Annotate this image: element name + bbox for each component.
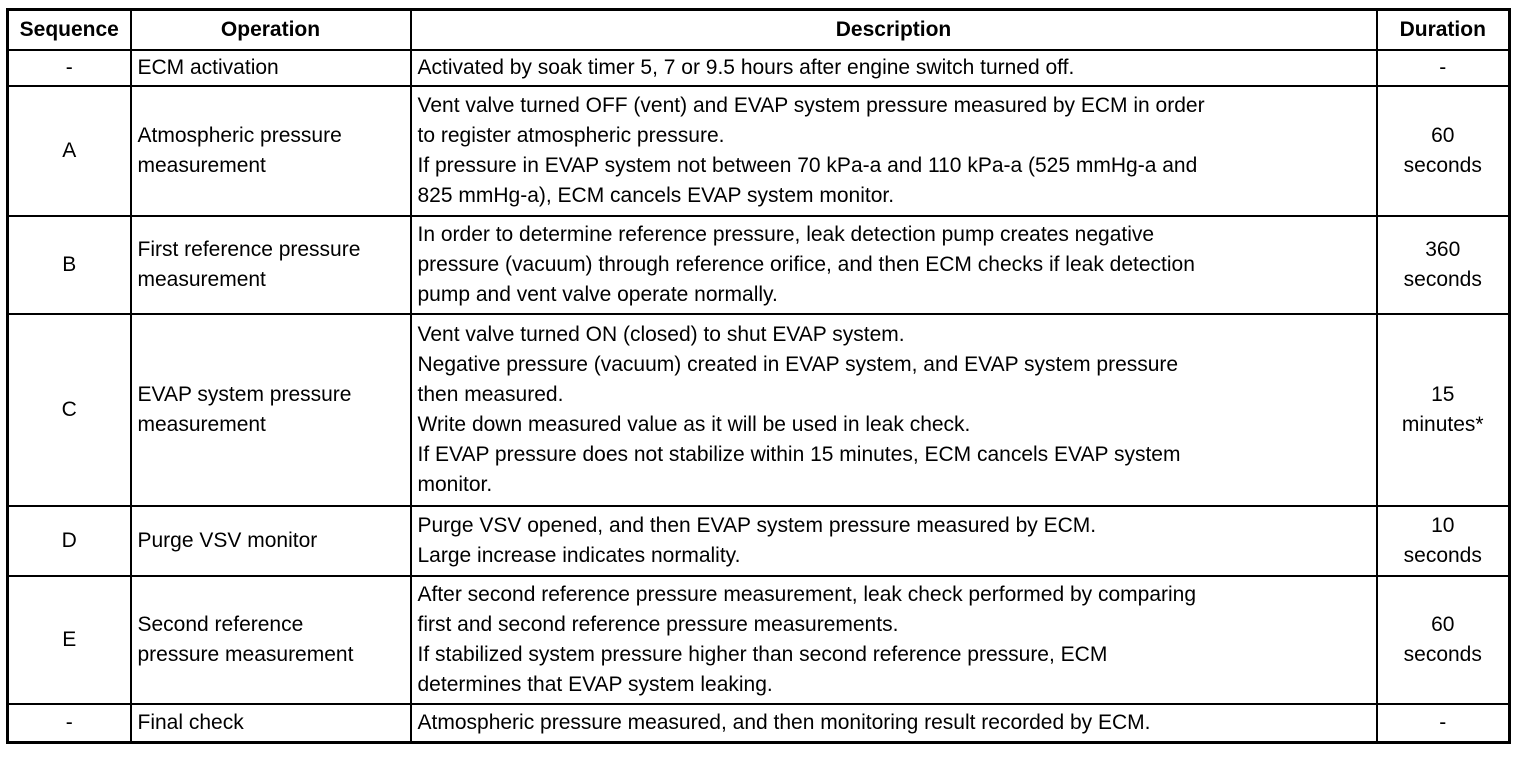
duration-cell <box>1377 576 1510 704</box>
description-cell <box>411 50 1377 86</box>
operation-line: Purge VSV monitor <box>137 529 318 552</box>
table-row <box>8 506 1510 576</box>
description-line: Write down measured value as it will be used in leak check. <box>417 413 971 436</box>
operation-line: First reference pressure <box>137 238 361 261</box>
evap-monitor-sequence-table <box>6 8 1511 744</box>
operation-cell <box>131 506 411 576</box>
duration-cell <box>1377 216 1510 314</box>
table-row <box>8 86 1510 216</box>
description-line: In order to determine reference pressure, leak detection pump creates negative <box>417 223 1155 246</box>
description-line: Vent valve turned ON (closed) to shut EVAP system. <box>417 323 905 346</box>
duration-line: seconds <box>1403 643 1482 666</box>
duration-line: seconds <box>1403 154 1482 177</box>
description-cell <box>411 216 1377 314</box>
description-line: If EVAP pressure does not stabilize within 15 minutes, ECM cancels EVAP system <box>417 443 1181 466</box>
description-line: then measured. <box>417 383 564 406</box>
operation-cell <box>131 576 411 704</box>
description-line: Negative pressure (vacuum) created in EVAP system, and EVAP system pressure <box>417 353 1179 376</box>
sequence-cell: C <box>8 314 131 506</box>
sequence-cell: E <box>8 576 131 704</box>
operation-cell <box>131 216 411 314</box>
description-line: pressure (vacuum) through reference orifice, and then ECM checks if leak detection <box>417 253 1195 276</box>
operation-line: Second reference <box>137 613 304 636</box>
description-line: Large increase indicates normality. <box>417 544 741 567</box>
operation-line: measurement <box>137 268 266 291</box>
table-row <box>8 50 1510 86</box>
operation-line: measurement <box>137 413 266 436</box>
description-cell <box>411 704 1377 743</box>
operation-cell <box>131 314 411 506</box>
duration-line: 10 <box>1431 514 1455 537</box>
description-line: first and second reference pressure measurements. <box>417 613 899 636</box>
duration-cell <box>1377 506 1510 576</box>
sequence-cell: B <box>8 216 131 314</box>
evap-monitor-table-container <box>6 8 1508 744</box>
duration-line: 360 <box>1425 238 1461 261</box>
operation-line: Atmospheric pressure <box>137 124 342 147</box>
description-line: Purge VSV opened, and then EVAP system pressure measured by ECM. <box>417 514 1097 537</box>
operation-cell <box>131 704 411 743</box>
description-line: to register atmospheric pressure. <box>417 124 725 147</box>
duration-line: seconds <box>1403 544 1482 567</box>
table-row <box>8 576 1510 704</box>
duration-cell <box>1377 314 1510 506</box>
duration-cell <box>1377 704 1510 743</box>
sequence-cell: - <box>8 50 131 86</box>
description-line: determines that EVAP system leaking. <box>417 673 773 696</box>
description-line: If stabilized system pressure higher than second reference pressure, ECM <box>417 643 1108 666</box>
duration-line: 60 <box>1431 613 1455 636</box>
sequence-cell: - <box>8 704 131 743</box>
description-line: pump and vent valve operate normally. <box>417 283 778 306</box>
table-row <box>8 216 1510 314</box>
description-cell <box>411 314 1377 506</box>
header-description: Description <box>411 10 1377 51</box>
operation-cell <box>131 86 411 216</box>
description-line: If pressure in EVAP system not between 70 kPa-a and 110 kPa-a (525 mmHg-a and <box>417 154 1198 177</box>
description-line: After second reference pressure measurement, leak check performed by comparing <box>417 583 1197 606</box>
operation-line: EVAP system pressure <box>137 383 352 406</box>
duration-line: minutes* <box>1401 413 1484 436</box>
header-operation: Operation <box>131 10 411 51</box>
description-line: Activated by soak timer 5, 7 or 9.5 hours after engine switch turned off. <box>417 56 1075 79</box>
duration-cell <box>1377 50 1510 86</box>
description-line: 825 mmHg-a), ECM cancels EVAP system monitor. <box>417 184 895 207</box>
header-sequence: Sequence <box>8 10 131 51</box>
description-line: monitor. <box>417 473 493 496</box>
description-line: Vent valve turned OFF (vent) and EVAP system pressure measured by ECM in order <box>417 94 1205 117</box>
description-line: Atmospheric pressure measured, and then monitoring result recorded by ECM. <box>417 711 1151 734</box>
duration-line: 60 <box>1431 124 1455 147</box>
table-row <box>8 314 1510 506</box>
operation-line: ECM activation <box>137 56 279 79</box>
duration-line: 15 <box>1431 383 1455 406</box>
duration-line: seconds <box>1403 268 1482 291</box>
description-cell <box>411 86 1377 216</box>
operation-line: Final check <box>137 711 244 734</box>
operation-line: pressure measurement <box>137 643 354 666</box>
operation-line: measurement <box>137 154 266 177</box>
description-cell <box>411 506 1377 576</box>
operation-cell <box>131 50 411 86</box>
sequence-cell: D <box>8 506 131 576</box>
sequence-cell: A <box>8 86 131 216</box>
header-row <box>8 10 1510 51</box>
header-duration: Duration <box>1377 10 1510 51</box>
duration-line: - <box>1439 711 1447 734</box>
duration-line: - <box>1439 56 1447 79</box>
duration-cell <box>1377 86 1510 216</box>
description-cell <box>411 576 1377 704</box>
table-row <box>8 704 1510 743</box>
